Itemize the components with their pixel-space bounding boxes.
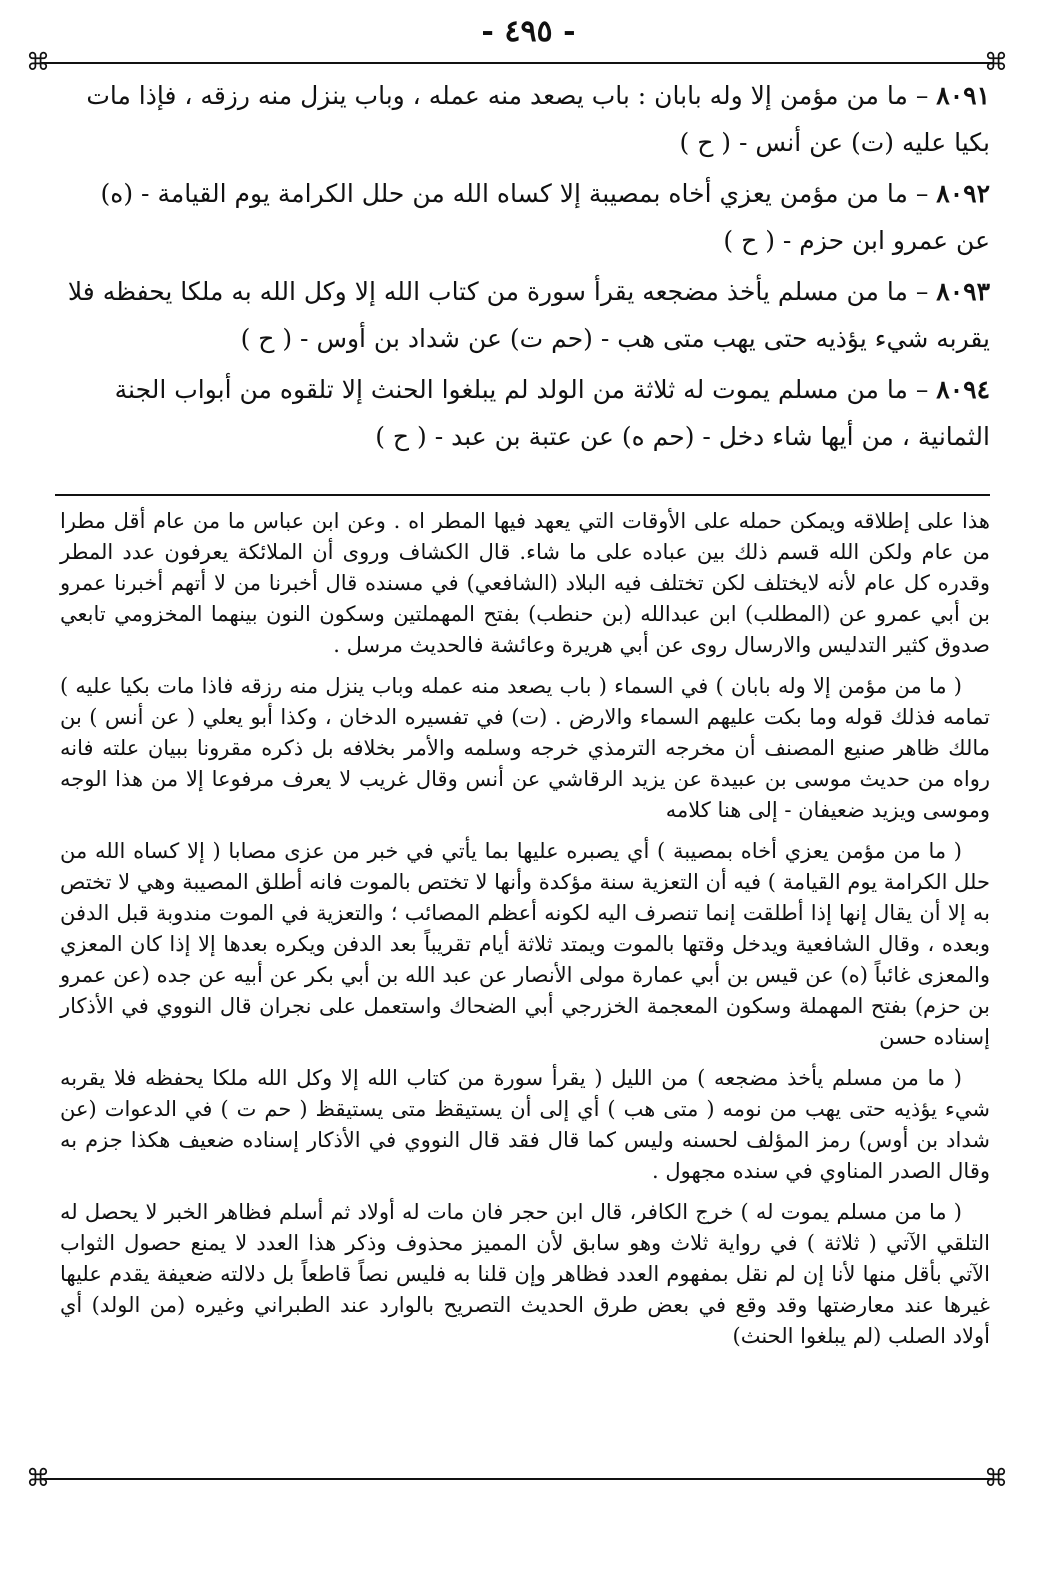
hadith-text: ما من مؤمن يعزي أخاه بمصيبة إلا كساه الله من حلل الكرامة يوم القيامة - (ه) عن عمرو ابن حزم - ( ح ) [100, 179, 990, 255]
commentary-paragraph: ( ما من مسلم يموت له ) خرج الكافر، قال ابن حجر فان مات له أولاد ثم أسلم فظاهر الخبر لا يحصل له التلقي الآتي ( ثلاثة ) في رواية ثلاث وهو سابق لأن المميز محذوف وذكر هذا العدد لا يمنع حصول الثواب الآتي بأقل منها لأنا إن لم نقل بمفهوم العدد فظاهر وإن قلنا به فليس نصاً قاطعاً بل دلالته ضعيفة يقدم عليها غيرها عند معارضتها وقد وقع في بعض طرق الحديث التصريح بالوارد عند الطبراني وغيره (من الولد) أي أولاد الصلب (لم يبلغوا الحنث) [60, 1200, 990, 1348]
hadith-section [60, 72, 990, 464]
corner-ornament-icon: ⌘ [26, 48, 50, 76]
hadith-number: ٨٠٩٤ [936, 375, 990, 404]
hadith-text: ما من مؤمن إلا وله بابان : باب يصعد منه عمله ، وباب ينزل منه رزقه ، فإذا مات بكيا عليه (ت) عن أنس - ( ح ) [86, 81, 990, 157]
hadith-entry: ٨٠٩١ – ما من مؤمن إلا وله بابان : باب يصعد منه عمله ، وباب ينزل منه رزقه ، فإذا مات بكيا عليه (ت) عن أنس - ( ح ) [86, 81, 990, 157]
hadith-text: ما من مسلم يأخذ مضجعه يقرأ سورة من كتاب الله إلا وكل الله به ملكا يحفظه فلا يقربه شيء يؤذيه حتى يهب متى هب - (حم ت) عن شداد بن أوس - ( ح ) [67, 277, 990, 353]
hadith-entry: ٨٠٩٣ – ما من مسلم يأخذ مضجعه يقرأ سورة من كتاب الله إلا وكل الله به ملكا يحفظه فلا يقربه شيء يؤذيه حتى يهب متى هب - (حم ت) عن شداد بن أوس - ( ح ) [67, 277, 990, 353]
hadith-entry: ٨٠٩٢ – ما من مؤمن يعزي أخاه بمصيبة إلا كساه الله من حلل الكرامة يوم القيامة - (ه) عن عمرو ابن حزم - ( ح ) [100, 179, 990, 255]
hadith-number: ٨٠٩٣ [936, 277, 990, 306]
commentary-paragraph: ( ما من مسلم يأخذ مضجعه ) من الليل ( يقرأ سورة من كتاب الله إلا وكل الله ملكا يحفظه فلا يقربه شيء يؤذيه حتى يهب من نومه ( متى هب ) أي إلى أن يستيقظ متى يستيقظ ( حم ت ) في الدعوات (عن شداد بن أوس) رمز المؤلف لحسنه وليس كما قال فقد قال النووي في الأذكار إسناده ضعيف هكذا جزم به وقال الصدر المناوي في سنده مجهول . [60, 1066, 990, 1183]
frame-bottom-rule [40, 1478, 994, 1480]
commentary-paragraph: ( ما من مؤمن إلا وله بابان ) في السماء ( باب يصعد منه عمله وباب ينزل منه رزقه فاذا مات بكيا عليه ) تمامه فذلك قوله وما بكت عليهم السماء والارض . (ت) في تفسيره الدخان ، وكذا أبو يعلي ( عن أنس ) بن مالك ظاهر صنيع المصنف أن مخرجه الترمذي خرجه وسلمه والأمر بخلافه بل ذكره مقرونا ببيان علته فانه رواه من حديث موسى بن عبيدة عن يزيد الرقاشي عن أنس وقال غريب لا يعرف مرفوعا إلا من هذا الوجه وموسى ويزيد ضعيفان - إلى هنا كلامه [60, 674, 990, 822]
hadith-number: ٨٠٩٢ [936, 179, 990, 208]
hadith-entry: ٨٠٩٤ – ما من مسلم يموت له ثلاثة من الولد لم يبلغوا الحنث إلا تلقوه من أبواب الجنة الثمانية ، من أيها شاء دخل - (حم ه) عن عتبة بن عبد - ( ح ) [114, 375, 990, 451]
corner-ornament-icon: ⌘ [26, 1464, 50, 1492]
corner-ornament-icon: ⌘ [984, 48, 1008, 76]
section-divider [55, 494, 990, 496]
hadith-number: ٨٠٩١ [936, 81, 990, 110]
frame-top-rule [40, 62, 994, 64]
commentary-paragraph: ( ما من مؤمن يعزي أخاه بمصيبة ) أي يصبره عليها بما يأتي في خبر من عزى مصابا ( إلا كساه الله من حلل الكرامة يوم القيامة ) فيه أن التعزية سنة مؤكدة وأنها لا تختص بالموت فانه أطلق المصيبة وهي لا تختص به إلا أن يقال إنها إذا أطلقت إنما تنصرف اليه لكونه أعظم المصائب ؛ والتعزية في الموت مندوبة قبل الدفن وبعده ، وقال الشافعية ويدخل وقتها بالموت ويمتد ثلاثة أيام تقريباً بعد الدفن ويكره بعدها إلا إذا كان المعزي والمعزى غائباً (ه) عن قيس بن أبي عمارة مولى الأنصار عن عبد الله بن أبي بكر عن أبيه عن جده (عن عمرو بن حزم) بفتح المهملة وسكون المعجمة الخزرجي أبي الضحاك واستعمل على نجران قال النووي في الأذكار إسناده حسن [60, 839, 990, 1049]
page-number: - ٤٩٥ - [481, 14, 576, 49]
commentary-section [60, 506, 990, 1362]
corner-ornament-icon: ⌘ [984, 1464, 1008, 1492]
hadith-text: ما من مسلم يموت له ثلاثة من الولد لم يبلغوا الحنث إلا تلقوه من أبواب الجنة الثمانية ، من أيها شاء دخل - (حم ه) عن عتبة بن عبد - ( ح ) [114, 375, 990, 451]
commentary-paragraph: هذا على إطلاقه ويمكن حمله على الأوقات التي يعهد فيها المطر اه . وعن ابن عباس ما من عام أقل مطرا من عام ولكن الله قسم ذلك بين عباده على ما شاء. قال الكشاف وروى أن الملائكة يعرفون عدد المطر وقدره كل عام لأنه لايختلف لكن تختلف فيه البلاد (الشافعي) في مسنده قال أخبرنا من لا أتهم أخبرنا عمرو بن أبي عمرو عن (المطلب) ابن عبدالله (بن حنطب) بفتح المهملتين وسكون النون بينهما المخزومي تابعي صدوق كثير التدليس والارسال روى عن أبي هريرة وعائشة فالحديث مرسل . [60, 509, 990, 657]
